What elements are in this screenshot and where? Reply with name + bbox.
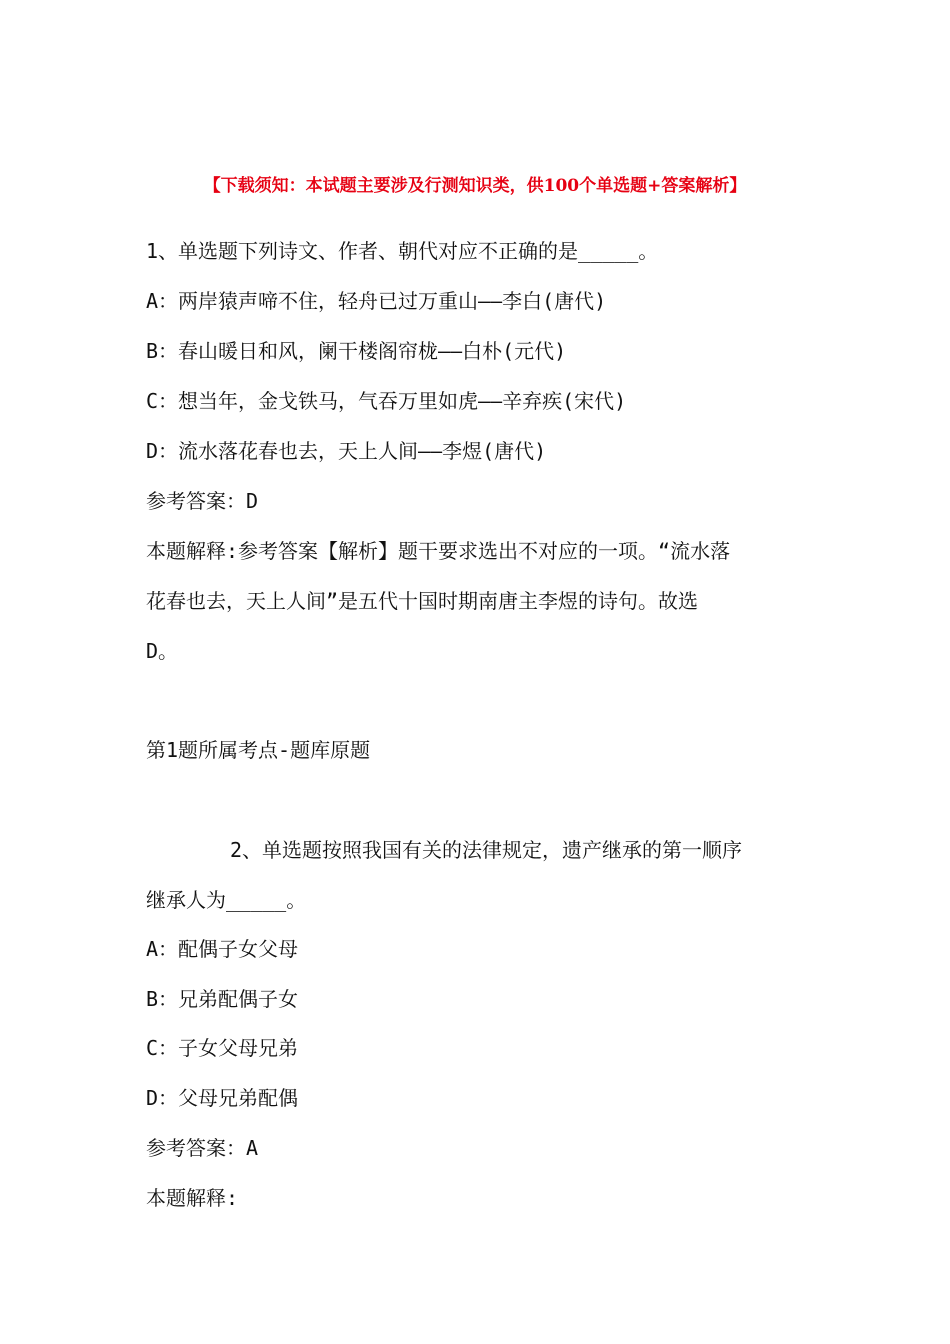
question-2-option-c: C：子女父母兄弟 (146, 1036, 299, 1060)
question-1-explanation-line-2: 花春也去，天上人间”是五代十国时期南唐主李煜的诗句。故选 (146, 589, 699, 613)
question-2-explanation: 本题解释: (146, 1186, 239, 1210)
question-1-option-d: D：流水落花春也去，天上人间——李煜(唐代) (146, 439, 547, 463)
question-1-option-a: A：两岸猿声啼不住，轻舟已过万重山——李白(唐代) (146, 289, 607, 313)
question-2-option-b: B：兄弟配偶子女 (146, 987, 299, 1011)
question-2-option-d: D：父母兄弟配偶 (146, 1086, 299, 1110)
download-notice: 【下载须知：本试题主要涉及行测知识类，供100个单选题+答案解析】 (203, 176, 747, 196)
question-2-answer: 参考答案：A (146, 1136, 259, 1160)
question-2-stem-line-1: 2、单选题按照我国有关的法律规定，遗产继承的第一顺序 (230, 838, 743, 862)
question-1-answer: 参考答案：D (146, 489, 259, 513)
question-1-option-b: B：春山暖日和风，阑干楼阁帘栊——白朴(元代) (146, 339, 567, 363)
question-1-option-c: C：想当年，金戈铁马，气吞万里如虎——辛弃疾(宋代) (146, 389, 627, 413)
question-1-topic: 第1题所属考点-题库原题 (146, 738, 371, 762)
question-1-explanation-line-3: D。 (146, 639, 179, 663)
question-1-stem: 1、单选题下列诗文、作者、朝代对应不正确的是_____。 (146, 239, 659, 263)
question-2-stem-line-2: 继承人为_____。 (146, 888, 307, 912)
question-1-explanation-line-1: 本题解释:参考答案【解析】题干要求选出不对应的一项。“流水落 (146, 539, 731, 563)
question-2-option-a: A：配偶子女父母 (146, 937, 299, 961)
